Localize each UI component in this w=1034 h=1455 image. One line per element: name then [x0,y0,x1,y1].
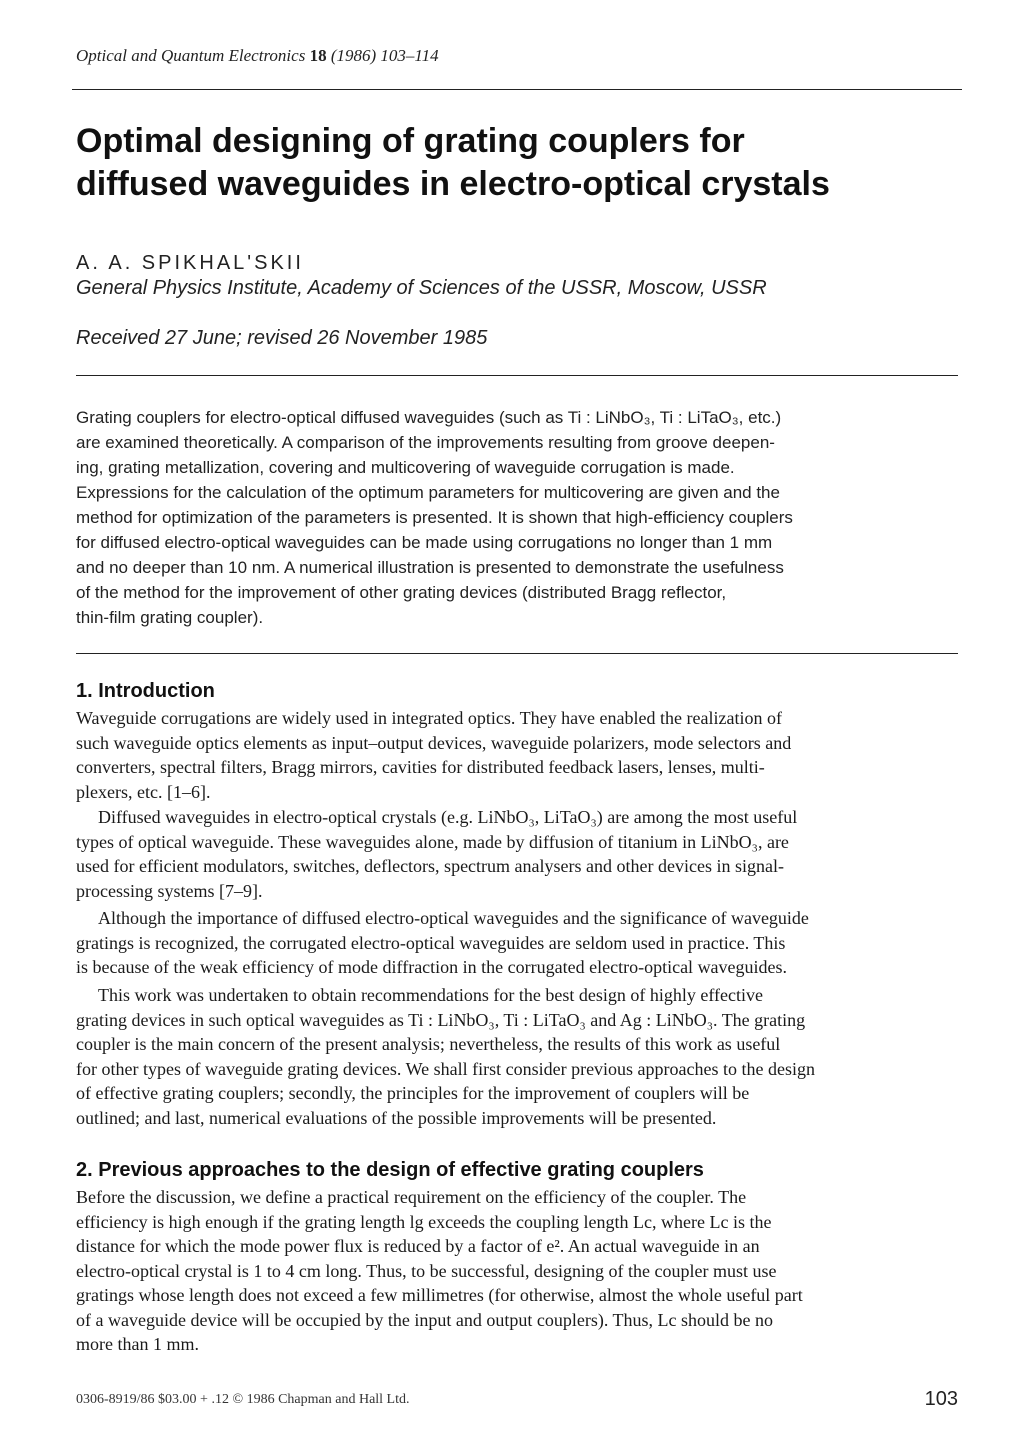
text-line: coupler is the main concern of the present analysis; nevertheless, the results of this work as useful [76,1034,781,1054]
abstract [76,405,958,630]
text-line: types of optical waveguide. These waveguides alone, made by diffusion of titanium in LiNbO₃, are [76,831,789,852]
copyright-footer: 0306-8919/86 $03.00 + .12 © 1986 Chapman and Hall Ltd. [76,1392,410,1407]
text-line: processing systems [7–9]. [76,880,263,901]
text-line: Waveguide corrugations are widely used in integrated optics. They have enabled the realization of [76,708,782,728]
text-line: more than 1 mm. [76,1334,199,1354]
text-line: Before the discussion, we define a practical requirement on the efficiency of the coupler. The [76,1187,747,1207]
text-line: Although the importance of diffused electro-optical waveguides and the significance of waveguide [98,908,809,928]
author-affiliation: General Physics Institute, Academy of Sciences of the USSR, Moscow, USSR [76,277,767,299]
paper-title [76,120,958,206]
journal-name: Optical and Quantum Electronics [76,46,306,65]
abstract-line: of the method for the improvement of other grating devices (distributed Bragg reflector, [76,583,727,602]
intro-paragraph-4 [76,983,958,1130]
text-line: Diffused waveguides in electro-optical crystals (e.g. LiNbO₃, LiTaO₃) are among the most useful [98,807,798,827]
abstract-line: are examined theoretically. A comparison of the improvements resulting from groove deepen- [76,433,775,452]
received-dates: Received 27 June; revised 26 November 1985 [76,327,488,349]
text-line: used for efficient modulators, switches, deflectors, spectrum analysers and other devices in signal- [76,856,784,876]
author-name: A. A. SPIKHAL'SKII [76,252,304,274]
section2-paragraph-1 [76,1185,958,1357]
text-line: converters, spectral filters, Bragg mirrors, cavities for distributed feedback lasers, lenses, multi- [76,757,765,777]
journal-volume: 18 [309,46,327,65]
journal-header [76,46,958,66]
title-line-1: Optimal designing of grating couplers for [76,122,745,160]
section-heading-previous-approaches: 2. Previous approaches to the design of effective grating couplers [76,1159,704,1181]
text-line: is because of the weak efficiency of mode diffraction in the corrugated electro-optical waveguides. [76,957,788,977]
intro-paragraph-2 [76,805,958,903]
text-line: grating devices in such optical waveguides as Ti : LiNbO₃, Ti : LiTaO₃ and Ag : LiNbO₃. The grating [76,1009,806,1030]
text-line: plexers, etc. [1–6]. [76,781,211,802]
text-line: gratings is recognized, the corrugated electro-optical waveguides are seldom used in practice. This [76,932,786,953]
text-line: of a waveguide device will be occupied by the input and output couplers). Thus, Lc should be no [76,1309,773,1330]
abstract-line: and no deeper than 10 nm. A numerical illustration is presented to demonstrate the usefulness [76,558,784,577]
text-line: for other types of waveguide grating devices. We shall first consider previous approaches to the design [76,1058,816,1079]
text-line: distance for which the mode power flux is reduced by a factor of e². An actual waveguide in an [76,1236,760,1256]
abstract-line: method for optimization of the parameters is presented. It is shown that high-efficiency couplers [76,508,793,527]
abstract-bottom-rule [76,653,958,654]
abstract-line: for diffused electro-optical waveguides can be made using corrugations no longer than 1 mm [76,533,773,552]
intro-paragraph-3 [76,906,958,980]
header-rule [72,89,962,90]
abstract-line: Expressions for the calculation of the optimum parameters for multicovering are given and the [76,483,780,502]
abstract-line: ing, grating metallization, covering and multicovering of waveguide corrugation is made. [76,458,735,477]
text-line: gratings whose length does not exceed a few millimetres (for otherwise, almost the whole useful part [76,1285,803,1305]
abstract-line: Grating couplers for electro-optical diffused waveguides (such as Ti : LiNbO₃, Ti : LiTaO₃, etc.) [76,408,782,427]
title-line-2: diffused waveguides in electro-optical crystals [76,165,830,203]
journal-year-pages: (1986) 103–114 [330,46,439,65]
text-line: outlined; and last, numerical evaluations of the possible improvements will be presented. [76,1107,717,1128]
text-line: such waveguide optics elements as input–output devices, waveguide polarizers, mode selectors and [76,732,792,753]
text-line: efficiency is high enough if the grating length lg exceeds the coupling length Lc, where Lc is the [76,1211,772,1232]
section-heading-introduction: 1. Introduction [76,680,215,702]
abstract-line: thin-film grating coupler). [76,608,264,627]
text-line: This work was undertaken to obtain recommendations for the best design of highly effective [98,985,763,1005]
intro-paragraph-1 [76,706,958,804]
paper-page [76,0,958,1455]
text-line: of effective grating couplers; secondly, the principles for the improvement of couplers will be [76,1083,750,1103]
text-line: electro-optical crystal is 1 to 4 cm long. Thus, to be successful, designing of the coupler must use [76,1260,777,1281]
page-number: 103 [924,1388,958,1410]
abstract-top-rule [76,375,958,376]
